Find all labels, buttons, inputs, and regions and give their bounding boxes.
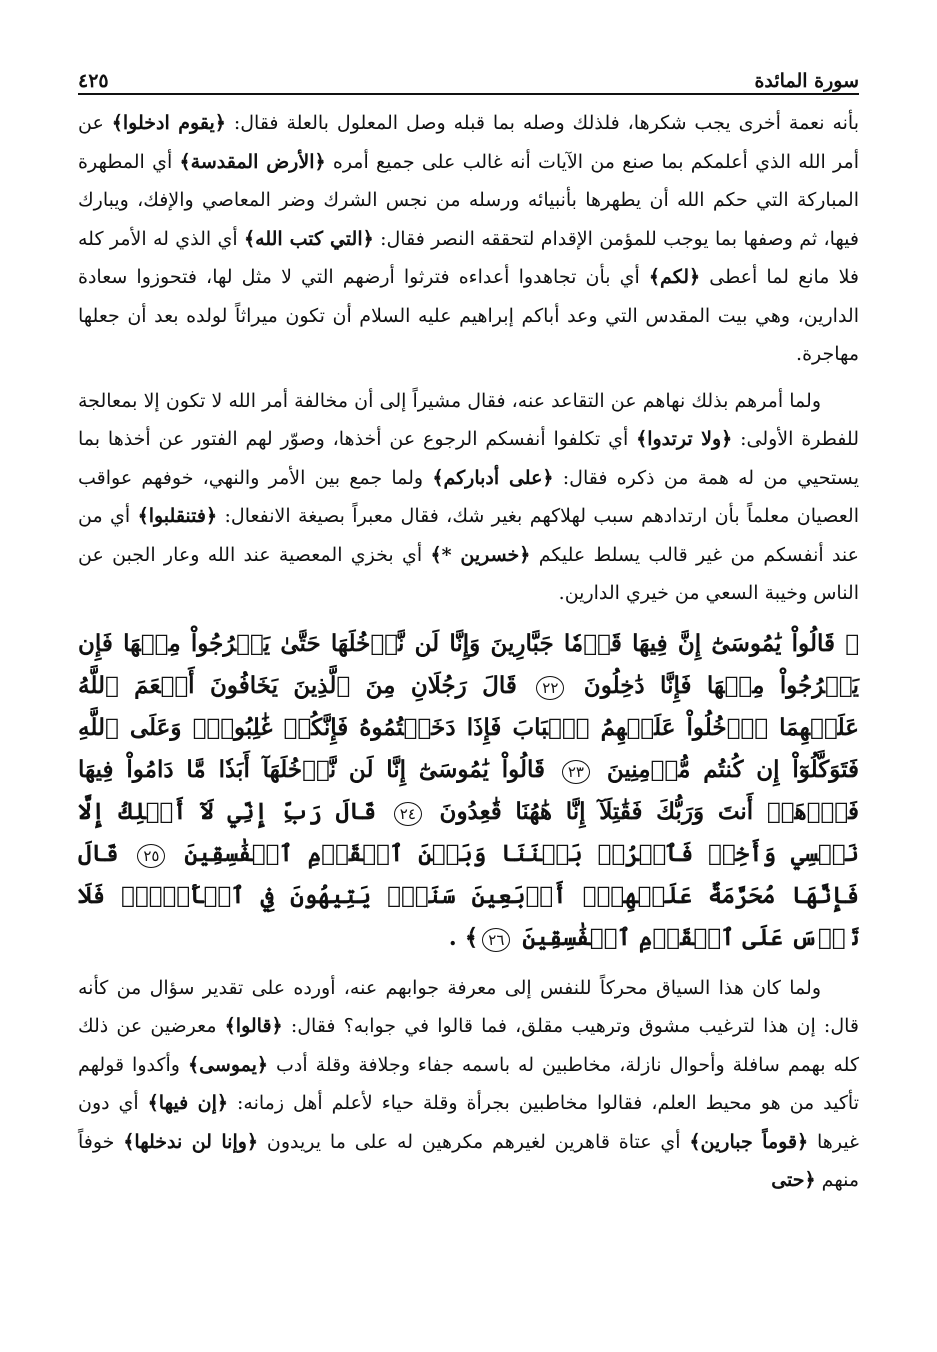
text-run: أي من عند أنفسكم من غير قالب يسلط عليكم [78,505,860,566]
text-run: ﴿ قَالُواْ يَٰمُوسَىٰٓ إِنَّ فِيهَا قَوۡمٗا جَبَّارِينَ وَإِنَّا لَن نَّدۡخُلَهَا حَتَّىٰ يَخۡرُجُواْ مِنۡهَا فَإِن يَخۡرُجُواْ مِنۡهَا فَإِنَّا دَٰخِلُونَ [78,629,859,699]
page-number: ٤٢٥ [78,70,109,92]
quran-quote: ﴿إن فيها﴾ [147,1092,229,1114]
surah-title: سورة المائدة [754,70,859,92]
text-run: ولما كان هذا السياق محركاً للنفس إلى معرفة جوابهم عنه، أورده على تقدير سؤال من كأنه قال: إن هذا لترغيب مشوق وترهيب مقلق، فما قالوا في جوابه؟ فقال: [78,976,860,1037]
text-run: عن أمر الله الذي أعلمكم بما صنع من الآيات أنه غالب على جميع أمره [78,112,859,173]
quran-quote: ﴿قوماً جبارين﴾ [689,1130,809,1153]
paragraph-2 [78,382,859,613]
ayah-number-marker: ٢٢ [536,676,564,700]
text-run: ولما أمرهم بذلك نهاهم عن التقاعد عنه، فقال مشيراً إلى أن مخالفة أمر الله لا تكون إلا بمعالجة للفطرة الأولى: [78,389,859,450]
ayah-number-marker: ٢٥ [137,844,165,868]
ayah-number-marker: ٢٦ [482,928,510,952]
quran-quote: ﴿التي كتب الله﴾ [244,227,374,250]
text-run: أي بخزي المعصية عند الله وعار الجبن عن الناس وخيبة السعي من خيري الدارين. [78,543,859,604]
text-run: قَالُواْ يَٰمُوسَىٰٓ إِنَّا لَن نَّدۡخُلَهَآ أَبَدٗا مَّا دَامُواْ فِيهَا فَٱذۡهَبۡ أَنتَ وَرَبُّكَ فَقَٰتِلَآ إِنَّا هَٰهُنَا قَٰعِدُونَ [78,755,860,825]
page-header [78,58,859,92]
text-run: أي الذي له الأمر كله فلا مانع لما أعطى [78,227,859,288]
text-run: معرضين عن ذلك كله بهمم سافلة وأحوال نازلة، مخاطبين له باسمه جفاء وجلافة وقلة أدب [78,1015,859,1076]
quran-quote: ﴿ولا ترتدوا﴾ [636,428,733,450]
quran-quote: ﴿خسرين *﴾ [430,543,531,566]
ayah-number-marker: ٢٣ [562,760,590,784]
quran-quote: ﴿فتنقلبوا﴾ [137,505,218,527]
paragraph-1 [78,104,859,374]
quran-quote: ﴿قالوا﴾ [224,1015,283,1037]
text-run: قَالَ رَجُلَانِ مِنَ ٱلَّذِينَ يَخَافُونَ أَنۡعَمَ ٱللَّهُ عَلَيۡهِمَا ٱدۡخُلُواْ عَلَيۡهِمُ ٱلۡبَابَ فَإِذَا دَخَلۡتُمُوهُ فَإِنَّكُمۡ غَٰلِبُونَۚ وَعَلَى ٱللَّهِ فَتَوَكَّلُوٓاْ إِن كُنتُم مُّؤۡمِنِينَ [78,671,860,783]
page-body [78,104,859,1200]
quran-quote: ﴿حتى [771,1169,816,1191]
text-run: قَالَ فَإِنَّهَا مُحَرَّمَةٌ عَلَيۡهِمۡۛ أَرۡبَعِينَ سَنَةٗۛ يَتِيهُونَ فِي ٱلۡأَرۡضِۚ فَلَا تَأۡسَ عَلَى ٱلۡقَوۡمِ ٱلۡفَٰسِقِينَ [78,839,859,951]
text-run: أي دون غيرها [78,1092,859,1153]
text-run: أي بأن تجاهدوا أعداءه فترثوا أرضهم التي لا مثل لها، فتحوزوا سعادة الدارين، وهي بيت المقدس التي وعد أباكم إبراهيم عليه السلام أن تكون ميراثاً لولده بعد أن جعلها مهاجرة. [78,266,859,365]
quran-quote: ﴿يقوم ادخلوا﴾ [111,112,226,134]
quran-quote: ﴿على أدباركم﴾ [432,466,554,489]
quran-verses [78,623,859,959]
quran-quote: ﴿لكم﴾ [648,266,701,288]
text-run: وأكدوا قولهم تأكيد من هو محيط العلم، فقالوا مخاطبين بجرأة وقلة حياء لأعلم أهل زمانه: [78,1053,859,1114]
text-run: أي تكلفوا أنفسكم الرجوع عن أخذها، وصوّر لهم الفتور عن أخذها بما يستحيي من له همة من ذكره فقال: [78,428,859,489]
text-run: أي عتاة قاهرين لغيرهم مكرهين له على ما يريدون [258,1130,690,1153]
quran-quote: ﴿وإنا لن ندخلها﴾ [123,1130,259,1153]
quran-quote: ﴿الأرض المقدسة﴾ [179,150,326,173]
text-run: ولما جمع بين الأمر والنهي، خوفهم عواقب العصيان معلماً بأن ارتدادهم سبب لهلاكهم بغير شك، فقال معبراً بصيغة الانفعال: [78,466,859,527]
text-run: أي المطهرة المباركة التي حكم الله أن يطهرها بأنبيائه ورسله من نجس الشرك وضر المعاصي والإفك، ويبارك فيها، ثم وصفها بما يوجب للمؤمن الإقدام لتحققه النصر فقال: [78,150,859,250]
header-rule [78,93,859,95]
text-run: قَالَ رَبِّ إِنِّي لَآ أَمۡلِكُ إِلَّا نَفۡسِي وَأَخِيۖ فَٱفۡرُقۡ بَيۡنَنَا وَبَيۡنَ ٱلۡقَوۡمِ ٱلۡفَٰسِقِينَ [78,797,860,867]
paragraph-3 [78,969,859,1200]
quran-quote: ﴿يموسى﴾ [187,1053,269,1076]
text-run: خوفاً منهم [78,1130,859,1191]
text-run: بأنه نعمة أخرى يجب شكرها، فلذلك وصله بما قبله وصل المعلول بالعلة فقال: [225,112,860,134]
text-run: ﴾ . [448,923,479,951]
ayah-number-marker: ٢٤ [394,802,422,826]
